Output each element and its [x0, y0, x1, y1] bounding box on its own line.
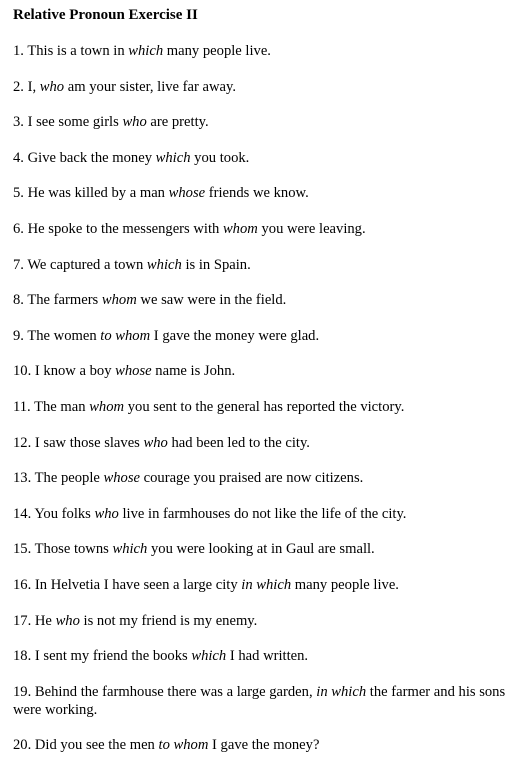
sentence-text-before: 4. Give back the money — [13, 149, 156, 166]
sentence-text-before: 16. In Helvetia I have seen a large city — [13, 576, 242, 593]
sentence-text-after: courage you praised are now citizens. — [140, 470, 364, 487]
sentence-text-after: I gave the money were glad. — [150, 327, 320, 344]
exercise-sentence — [13, 78, 518, 96]
relative-pronoun: whose — [103, 470, 140, 487]
relative-pronoun: to whom — [100, 327, 151, 344]
relative-pronoun: who — [55, 612, 80, 629]
relative-pronoun: which — [146, 256, 182, 273]
sentence-text-after: had been led to the city. — [167, 434, 310, 451]
sentence-text-before: 2. I, — [13, 78, 40, 95]
relative-pronoun: whom — [89, 398, 125, 415]
sentence-text-after: you were leaving. — [257, 220, 366, 237]
sentence-text-before: 19. Behind the farmhouse there was a large garden, — [13, 683, 317, 700]
sentence-text-before: 10. I know a boy — [13, 363, 116, 380]
exercise-sentence — [13, 736, 518, 754]
exercise-sentence — [13, 647, 518, 665]
exercise-sentence — [13, 220, 518, 238]
relative-pronoun: whose — [115, 363, 152, 380]
exercise-sentence — [13, 113, 518, 131]
relative-pronoun: which — [191, 648, 227, 665]
sentence-text-after: we saw were in the field. — [136, 292, 287, 309]
exercise-sentence — [13, 434, 518, 452]
exercise-sentence — [13, 612, 518, 630]
sentence-text-before: 8. The farmers — [13, 292, 102, 309]
sentence-text-before: 12. I saw those slaves — [13, 434, 144, 451]
exercise-sentence — [13, 469, 518, 487]
sentence-text-before: 14. You folks — [13, 505, 95, 522]
relative-pronoun: to whom — [158, 737, 209, 754]
sentence-text-before: 9. The women — [13, 327, 101, 344]
exercise-sentence — [13, 291, 518, 309]
sentence-text-after: you sent to the general has reported the victory. — [124, 398, 405, 415]
exercise-sentence — [13, 683, 518, 719]
exercise-sentence — [13, 149, 518, 167]
sentence-text-after: is not my friend is my enemy. — [79, 612, 258, 629]
relative-pronoun: who — [94, 505, 119, 522]
sentence-text-after: you took. — [190, 149, 250, 166]
exercise-sentence — [13, 505, 518, 523]
sentence-text-after: you were looking at in Gaul are small. — [147, 541, 375, 558]
exercise-sentence — [13, 362, 518, 380]
sentence-text-before: 15. Those towns — [13, 541, 113, 558]
exercise-sentence — [13, 184, 518, 202]
sentence-text-before: 6. He spoke to the messengers with — [13, 220, 223, 237]
relative-pronoun: which — [155, 149, 191, 166]
page-title: Relative Pronoun Exercise II — [13, 7, 198, 23]
relative-pronoun: in which — [241, 576, 292, 593]
relative-pronoun: who — [122, 114, 147, 131]
sentence-text-after: many people live. — [291, 576, 399, 593]
sentence-text-before: 5. He was killed by a man — [13, 185, 169, 202]
sentence-text-before: 17. He — [13, 612, 56, 629]
exercise-sentence — [13, 256, 518, 274]
sentence-text-after: many people live. — [163, 43, 271, 59]
exercise-sentence — [13, 42, 518, 60]
relative-pronoun: which — [112, 541, 148, 558]
sentence-text-before: 11. The man — [13, 398, 90, 415]
exercise-sentence — [13, 540, 518, 558]
sentence-text-after: the farmer and his sons were working. — [13, 683, 506, 718]
sentence-text-after: friends we know. — [205, 185, 309, 202]
sentence-text-before: 7. We captured a town — [13, 256, 147, 273]
exercise-sentence — [13, 576, 518, 594]
relative-pronoun: who — [143, 434, 168, 451]
relative-pronoun: who — [39, 78, 65, 95]
sentence-text-after: are pretty. — [146, 114, 209, 131]
sentence-text-before: 13. The people — [13, 470, 104, 487]
sentence-text-before: 1. This is a town in — [13, 43, 129, 59]
sentence-text-after: live in farmhouses do not like the life of the city. — [118, 505, 407, 522]
exercise-list — [13, 42, 518, 754]
sentence-text-after: I gave the money? — [208, 737, 320, 754]
sentence-text-before: 20. Did you see the men — [13, 737, 159, 754]
sentence-text-after: I had written. — [226, 648, 309, 665]
exercise-page — [13, 5, 518, 772]
relative-pronoun: in which — [316, 683, 367, 700]
sentence-text-before: 18. I sent my friend the books — [13, 648, 192, 665]
relative-pronoun: whom — [101, 292, 137, 309]
sentence-text-before: 3. I see some girls — [13, 114, 123, 131]
relative-pronoun: whose — [168, 185, 206, 202]
exercise-sentence — [13, 398, 518, 416]
relative-pronoun: which — [128, 43, 164, 59]
sentence-text-after: am your sister, live far away. — [64, 78, 237, 95]
exercise-sentence — [13, 327, 518, 345]
sentence-text-after: name is John. — [151, 363, 236, 380]
relative-pronoun: whom — [222, 220, 258, 237]
sentence-text-after: is in Spain. — [181, 256, 251, 273]
